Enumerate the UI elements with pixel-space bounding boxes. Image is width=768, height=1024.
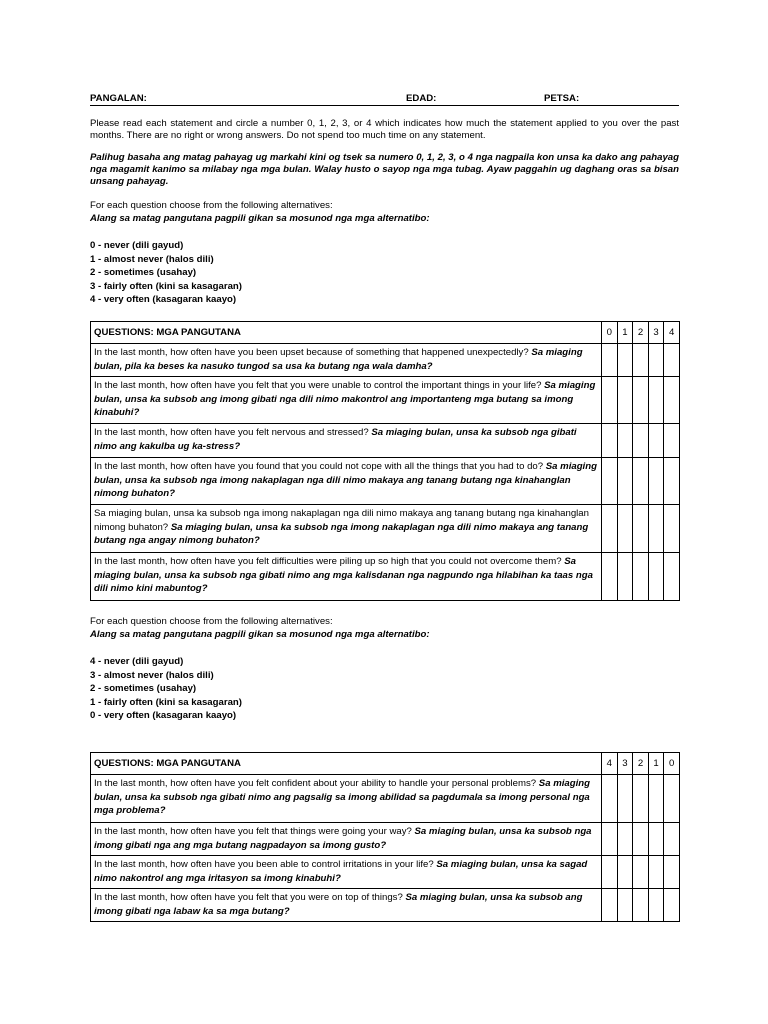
answer-cell[interactable] <box>617 553 633 601</box>
date-label: PETSA: <box>544 93 580 104</box>
answer-cell[interactable] <box>633 424 649 458</box>
answer-cell[interactable] <box>617 856 633 889</box>
answer-cell[interactable] <box>633 889 649 922</box>
question-cebuano: Sa miaging bulan, pila ka beses ka nasuko tungod sa usa ka butang nga wala damha? <box>94 347 583 372</box>
answer-cell[interactable] <box>664 823 680 856</box>
name-label: PANGALAN: <box>90 93 147 104</box>
answer-cell[interactable] <box>648 553 664 601</box>
table-row <box>91 458 680 505</box>
question-english: In the last month, how often have you felt nervous and stressed? <box>94 427 369 438</box>
table-row <box>91 823 680 856</box>
answer-cell[interactable] <box>602 458 618 505</box>
answer-cell[interactable] <box>648 458 664 505</box>
answer-cell[interactable] <box>617 458 633 505</box>
question-cebuano: Sa miaging bulan, unsa ka subsob nga gibati nimo ang mga kalisdanan nga nagpundo nga hilabihan ka taas nga dili nimo kini mabuntog? <box>94 556 593 594</box>
question-cebuano: Sa miaging bulan, unsa ka subsob nga gibati nimo ang kakulba ug ka-stress? <box>94 427 577 452</box>
table-row <box>91 553 680 601</box>
age-label: EDAD: <box>406 93 437 104</box>
section1-choose-english: For each question choose from the following alternatives: <box>90 200 333 211</box>
answer-cell[interactable] <box>633 553 649 601</box>
question-english: In the last month, how often have you felt that you were unable to control the important things in your life? <box>94 380 542 391</box>
question-english: In the last month, how often have you been able to control irritations in your life? <box>94 859 434 870</box>
question-english: In the last month, how often have you felt that you were on top of things? <box>94 892 403 903</box>
table-row <box>91 424 680 458</box>
answer-cell[interactable] <box>648 377 664 424</box>
scale-header: 1 <box>617 322 633 344</box>
option-item: 3 - fairly often (kini sa kasagaran) <box>90 280 242 292</box>
section2-options <box>90 655 490 723</box>
question-cebuano: Sa miaging bulan, unsa ka subsob nga imong gibati nga ang mga butang nagpadayon sa imong gusto? <box>94 826 592 851</box>
question-english: In the last month, how often have you felt that things were going your way? <box>94 826 412 837</box>
scale-header: 4 <box>602 753 618 775</box>
instructions-cebuano: Palihug basaha ang matag pahayag ug markahi kini og tsek sa numero 0, 1, 2, 3, o 4 nga nagpaila kon unsa ka dako ang pahayag nga magamit kanimo sa milabay nga mga bulan. Walay husto o sayop nga mga tubag. Ayaw paggahin ug daghang oras sa bisan unsang pahayag. <box>90 152 679 187</box>
question-cebuano: Sa miaging bulan, unsa ka subsob nga imong nakaplagan nga dili nimo makaya ang tanang butang nga angay nimong buhaton? <box>94 521 589 546</box>
option-item: 4 - never (dili gayud) <box>90 656 184 667</box>
answer-cell[interactable] <box>633 458 649 505</box>
answer-cell[interactable] <box>648 889 664 922</box>
question-text <box>91 775 602 823</box>
question-english: Sa miaging bulan, unsa ka subsob nga imong nakaplagan nga dili nimo makaya ang tanang butang nga kinahanglan nimong buhaton? <box>94 508 589 533</box>
table-row <box>91 856 680 889</box>
question-english: In the last month, how often have you been upset because of something that happened unexpectedly? <box>94 347 529 358</box>
answer-cell[interactable] <box>648 505 664 553</box>
answer-cell[interactable] <box>602 823 618 856</box>
answer-cell[interactable] <box>602 505 618 553</box>
answer-cell[interactable] <box>602 889 618 922</box>
question-cebuano: Sa miaging bulan, unsa ka subsob nga imong nakaplagan nga dili nimo makaya ang tanang butang nga kinahanglan nimong buhaton? <box>94 461 597 499</box>
section2-choose-cebuano: Alang sa matag pangutana pagpili gikan sa mosunod nga mga alternatibo: <box>90 629 430 640</box>
question-text <box>91 505 602 553</box>
scale-header: 0 <box>664 753 680 775</box>
table-header-title: QUESTIONS: MGA PANGUTANA <box>91 322 602 344</box>
option-item: 0 - never (dili gayud) <box>90 240 184 251</box>
option-item: 2 - sometimes (usahay) <box>90 683 197 695</box>
scale-header: 3 <box>648 322 664 344</box>
option-item: 3 - almost never (halos dili) <box>90 669 214 681</box>
answer-cell[interactable] <box>617 505 633 553</box>
option-item: 0 - very often (kasagaran kaayo) <box>90 710 237 722</box>
instructions-english: Please read each statement and circle a number 0, 1, 2, 3, or 4 which indicates how much the statement applied to you over the past months. There are no right or wrong answers. Do not spend too much time on any statement. <box>90 118 679 141</box>
answer-cell[interactable] <box>602 344 618 377</box>
answer-cell[interactable] <box>633 344 649 377</box>
question-english: In the last month, how often have you found that you could not cope with all the things that you had to do? <box>94 461 544 472</box>
answer-cell[interactable] <box>664 889 680 922</box>
question-text <box>91 889 602 922</box>
question-cebuano: Sa miaging bulan, unsa ka subsob ang imong gibati nga dili nimo makontrol ang importanteng mga butang sa imong kinabuhi? <box>94 380 596 418</box>
answer-cell[interactable] <box>664 424 680 458</box>
answer-cell[interactable] <box>633 377 649 424</box>
table-header-title: QUESTIONS: MGA PANGUTANA <box>91 753 602 775</box>
answer-cell[interactable] <box>664 458 680 505</box>
questions-table-2 <box>90 752 680 922</box>
table-row <box>91 775 680 823</box>
answer-cell[interactable] <box>648 424 664 458</box>
question-cebuano: Sa miaging bulan, unsa ka subsob nga gibati nimo ang pagsalig sa imong abilidad sa pagdumala sa imong personal nga mga problema? <box>94 778 590 816</box>
question-text <box>91 424 602 458</box>
answer-cell[interactable] <box>664 344 680 377</box>
scale-header: 0 <box>602 322 618 344</box>
table-header-row <box>91 753 680 775</box>
answer-cell[interactable] <box>664 505 680 553</box>
table-row <box>91 889 680 922</box>
question-text <box>91 856 602 889</box>
header-fields <box>90 93 679 106</box>
scale-header: 2 <box>633 322 649 344</box>
question-english: In the last month, how often have you felt confident about your ability to handle your personal problems? <box>94 778 537 789</box>
answer-cell[interactable] <box>633 775 649 823</box>
questions-table-1 <box>90 321 680 601</box>
answer-cell[interactable] <box>648 856 664 889</box>
option-item: 1 - fairly often (kini sa kasagaran) <box>90 696 242 708</box>
answer-cell[interactable] <box>664 377 680 424</box>
section1-choose-cebuano: Alang sa matag pangutana pagpili gikan sa mosunod nga mga alternatibo: <box>90 213 430 224</box>
answer-cell[interactable] <box>633 505 649 553</box>
answer-cell[interactable] <box>633 823 649 856</box>
table-header-row <box>91 322 680 344</box>
scale-header: 2 <box>633 753 649 775</box>
answer-cell[interactable] <box>648 775 664 823</box>
question-text <box>91 553 602 601</box>
option-item: 4 - very often (kasagaran kaayo) <box>90 294 237 306</box>
answer-cell[interactable] <box>602 553 618 601</box>
table-row <box>91 344 680 377</box>
table-row <box>91 505 680 553</box>
answer-cell[interactable] <box>602 775 618 823</box>
question-text <box>91 344 602 377</box>
question-cebuano: Sa miaging bulan, unsa ka sagad nimo nakontrol ang mga iritasyon sa imong kinabuhi? <box>94 859 588 884</box>
answer-cell[interactable] <box>617 344 633 377</box>
option-item: 1 - almost never (halos dili) <box>90 253 214 265</box>
option-item: 2 - sometimes (usahay) <box>90 267 197 279</box>
scale-header: 4 <box>664 322 680 344</box>
question-text <box>91 823 602 856</box>
section1-options <box>90 239 490 307</box>
answer-cell[interactable] <box>648 823 664 856</box>
question-english: In the last month, how often have you felt difficulties were piling up so high that you could not overcome them? <box>94 556 562 567</box>
answer-cell[interactable] <box>602 424 618 458</box>
answer-cell[interactable] <box>617 823 633 856</box>
answer-cell[interactable] <box>617 775 633 823</box>
answer-cell[interactable] <box>664 775 680 823</box>
answer-cell[interactable] <box>648 344 664 377</box>
answer-cell[interactable] <box>617 424 633 458</box>
scale-header: 1 <box>648 753 664 775</box>
answer-cell[interactable] <box>664 553 680 601</box>
question-text <box>91 458 602 505</box>
answer-cell[interactable] <box>602 377 618 424</box>
answer-cell[interactable] <box>617 377 633 424</box>
scale-header: 3 <box>617 753 633 775</box>
question-cebuano: Sa miaging bulan, unsa ka subsob ang imong gibati nga labaw ka sa mga butang? <box>94 892 583 917</box>
answer-cell[interactable] <box>633 856 649 889</box>
answer-cell[interactable] <box>602 856 618 889</box>
question-text <box>91 377 602 424</box>
table-row <box>91 377 680 424</box>
answer-cell[interactable] <box>617 889 633 922</box>
answer-cell[interactable] <box>664 856 680 889</box>
section2-choose-english: For each question choose from the following alternatives: <box>90 616 333 627</box>
